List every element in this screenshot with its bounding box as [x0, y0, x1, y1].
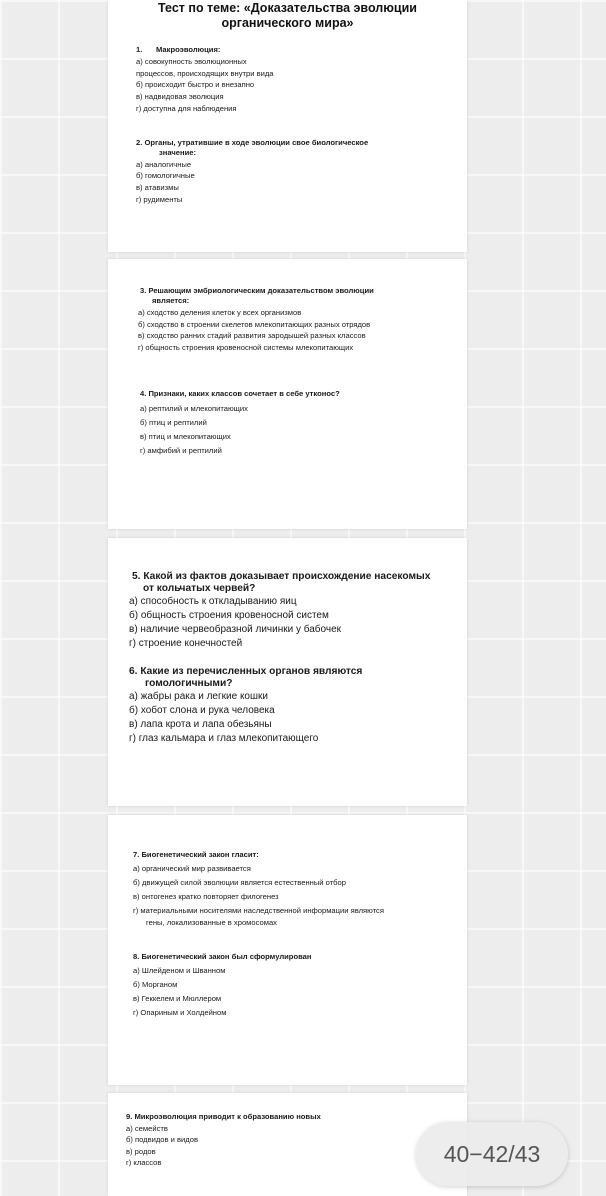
question-1-answer-d: г) доступна для наблюдения — [136, 104, 237, 113]
question-2-text: 2. Органы, утратившие в ходе эволюции свое биологическое — [136, 138, 369, 147]
question-7-answer-a: а) органический мир развивается — [133, 864, 251, 873]
question-3-text: 3. Решающим эмбриологическим доказательством эволюции — [140, 286, 374, 295]
question-3-answer-c: в) сходство ранних стадий развития зародышей разных классов — [138, 331, 366, 340]
question-6-answer-b: б) хобот слона и рука человека — [129, 705, 275, 716]
question-2-answer-d: г) рудименты — [136, 195, 183, 204]
question-2-answer-b: б) гомологичные — [136, 171, 195, 180]
question-1-answer-a: а) совокупность эволюционных — [136, 57, 247, 66]
question-6-answer-c: в) лапа крота и лапа обезьяны — [129, 719, 272, 730]
question-5-answer-d: г) строение конечностей — [129, 638, 243, 649]
question-2-answer-c: в) атавизмы — [136, 183, 179, 192]
question-8-text: 8. Биогенетический закон был сформулирован — [133, 952, 312, 961]
question-5-text-cont: от кольчатых червей? — [143, 583, 256, 594]
question-7-answer-c: в) онтогенез кратко повторяет филогенез — [133, 892, 279, 901]
test-title-line-2: органического мира» — [221, 16, 354, 30]
question-6-answer-a: а) жабры рака и легкие кошки — [129, 691, 268, 702]
question-4-answer-c: в) птиц и млекопитающих — [140, 432, 231, 441]
question-1-answer-a-cont: процессов, происходящих внутри вида — [136, 69, 274, 78]
question-6-text-cont: гомологичными? — [145, 678, 233, 689]
document-page-3 — [108, 538, 467, 806]
document-page-1 — [108, 0, 467, 252]
question-1-text: Макроэволюция: — [156, 45, 221, 54]
document-page-4 — [108, 815, 467, 1085]
question-5-text: 5. Какой из фактов доказывает происхождение насекомых — [132, 571, 431, 582]
question-7-answer-d: г) материальными носителями наследственной информации являются — [133, 906, 384, 915]
question-4-text: 4. Признаки, каких классов сочетает в себе утконос? — [140, 389, 340, 398]
question-4-answer-d: г) амфибий и рептилий — [140, 446, 222, 455]
question-5-answer-b: б) общность строения кровеносной систем — [129, 610, 329, 621]
question-9-answer-c: в) родов — [126, 1147, 156, 1156]
document-page-5 — [108, 1093, 467, 1196]
question-2-text-cont: значение: — [159, 148, 197, 157]
question-3-text-cont: является: — [152, 296, 190, 305]
question-7-text: 7. Биогенетический закон гласит: — [133, 850, 259, 859]
question-2-answer-a: а) аналогичные — [136, 160, 192, 169]
question-1-number: 1. — [136, 45, 143, 54]
question-1-answer-c: в) надвидовая эволюция — [136, 92, 224, 101]
question-5-answer-a: а) способность к откладыванию яиц — [129, 596, 297, 607]
question-7-answer-b: б) движущей силой эволюции является естественный отбор — [133, 878, 346, 887]
question-6-answer-d: г) глаз кальмара и глаз млекопитающего — [129, 733, 319, 744]
question-9-answer-d: г) классов — [126, 1158, 162, 1167]
question-1-answer-b: б) происходит быстро и внезапно — [136, 80, 255, 89]
question-8-answer-b: б) Морганом — [133, 980, 178, 989]
question-8-answer-c: в) Геккелем и Мюллером — [133, 994, 222, 1003]
test-title-line-1: Тест по теме: «Доказательства эволюции — [158, 1, 417, 15]
question-3-answer-b: б) сходство в строении скелетов млекопитающих разных отрядов — [138, 320, 371, 329]
page-counter-badge: 40−42/43 — [416, 1122, 568, 1186]
question-5-answer-c: в) наличие червеобразной личинки у бабочек — [129, 624, 342, 635]
question-8-answer-d: г) Опариным и Холдейном — [133, 1008, 227, 1017]
question-6-text: 6. Какие из перечисленных органов являются — [129, 666, 363, 677]
question-9-text: 9. Микроэволюция приводит к образованию новых — [126, 1112, 321, 1121]
question-9-answer-b: б) подвидов и видов — [126, 1135, 198, 1144]
question-3-answer-d: г) общность строения кровеносной системы млекопитающих — [138, 343, 354, 352]
question-7-answer-d-cont: гены, локализованные в хромосомах — [146, 918, 277, 927]
question-3-answer-a: а) сходство деления клеток у всех организмов — [138, 308, 302, 317]
document-page-2 — [108, 259, 467, 529]
question-9-answer-a: а) семейств — [126, 1124, 168, 1133]
question-4-answer-a: а) рептилий и млекопитающих — [140, 404, 248, 413]
question-4-answer-b: б) птиц и рептилий — [140, 418, 207, 427]
question-8-answer-a: а) Шлейденом и Шванном — [133, 966, 226, 975]
